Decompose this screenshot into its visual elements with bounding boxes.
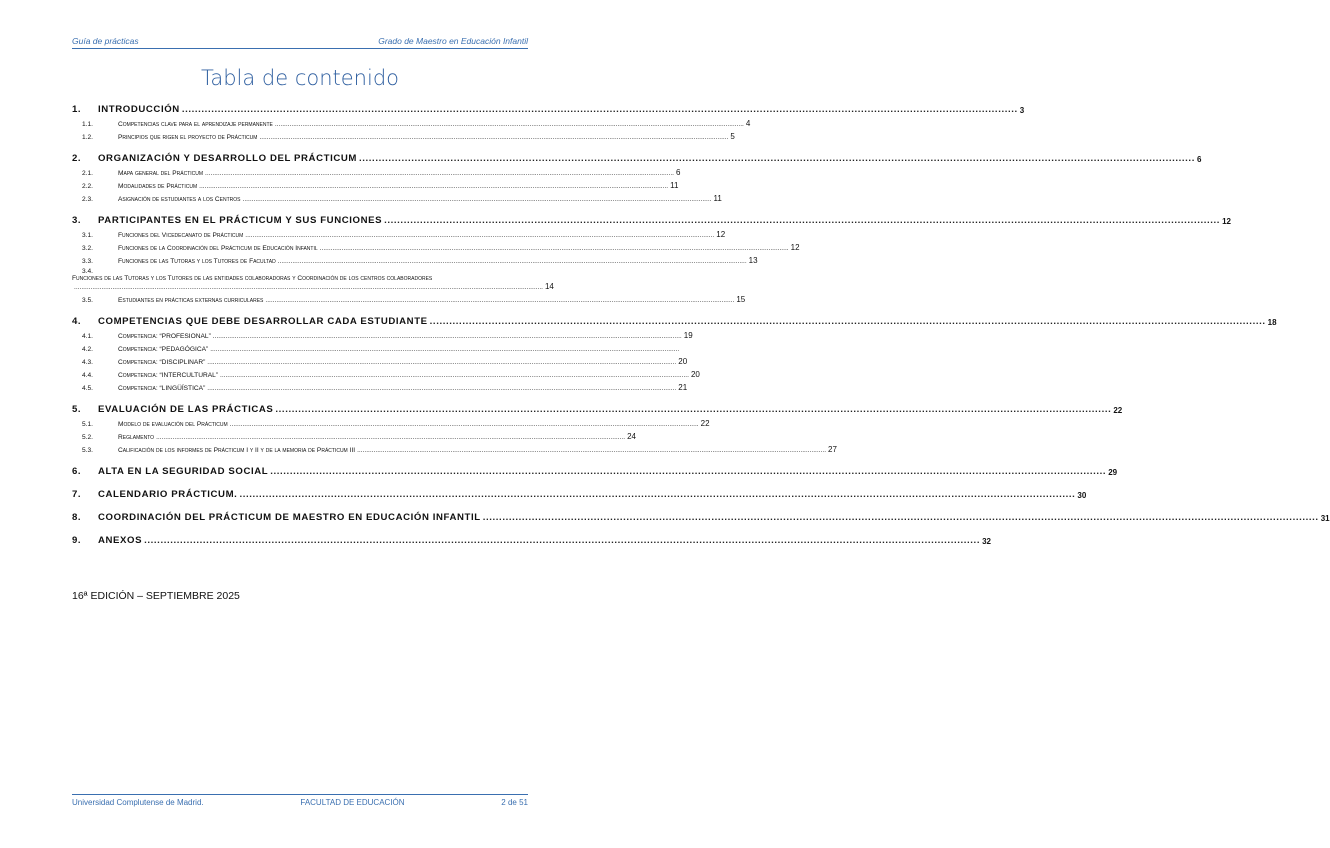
toc-entry-page: 30	[1077, 491, 1087, 500]
toc-entry-title: PARTICIPANTES EN EL PRÁCTICUM Y SUS FUNCIONES	[98, 215, 383, 226]
toc-subsection-link[interactable]	[72, 327, 693, 340]
toc-entry-title: CALENDARIO PRÁCTICUM.	[98, 489, 238, 500]
toc-section-link[interactable]	[72, 481, 1087, 500]
footer-page-number: 2 de 51	[501, 798, 528, 807]
toc-entry-page: 31	[1320, 514, 1330, 523]
toc-entry-page: 6	[1196, 155, 1202, 164]
toc-subsection-link[interactable]	[72, 265, 554, 291]
toc-section-link[interactable]	[72, 458, 1118, 477]
toc-dot-leader	[430, 316, 1266, 327]
toc-entry-page: 11	[713, 194, 722, 203]
toc-entry-title: Asignación de estudiantes a los Centros	[118, 196, 241, 203]
toc-entry-number: 3.4.	[82, 268, 93, 275]
toc-dot-leader	[278, 258, 747, 265]
toc-entry-title: Funciones de las Tutoras y los Tutores de las entidades colaboradoras y Coordinación de los centros colaboradores	[72, 275, 433, 282]
toc-entry-number: 3.5.	[82, 297, 93, 304]
toc-entry-page: 27	[828, 445, 837, 454]
toc-entry-title: Modelo de evaluación del Prácticum	[118, 421, 228, 428]
toc-dot-leader	[239, 489, 1075, 500]
toc-dot-leader	[207, 359, 676, 366]
toc-section-link[interactable]	[72, 504, 1330, 523]
toc-subsection-link[interactable]	[72, 128, 735, 141]
toc-entry-number: 3.1.	[82, 232, 93, 239]
table-of-contents	[72, 96, 1330, 546]
toc-section-link[interactable]	[72, 207, 1231, 226]
toc-section-link[interactable]	[72, 308, 1277, 327]
toc-entry-number: 2.	[72, 153, 82, 164]
toc-entry-page: 4	[745, 119, 751, 128]
toc-dot-leader	[156, 434, 625, 441]
toc-entry-title: Reglamento	[118, 434, 155, 441]
toc-entry-title: ALTA EN LA SEGURIDAD SOCIAL	[98, 466, 269, 477]
toc-dot-leader	[144, 535, 980, 546]
toc-entry-page: 32	[982, 537, 991, 546]
toc-entry-number: 1.1.	[82, 121, 93, 128]
toc-entry-page: 12	[716, 230, 726, 239]
toc-subsection-link[interactable]	[72, 428, 636, 441]
toc-entry-title: Estudiantes en prácticas externas curriculares	[118, 297, 264, 304]
toc-dot-leader	[230, 421, 699, 428]
footer-university: Universidad Complutense de Madrid.	[72, 798, 204, 807]
toc-entry-title: Funciones de la Coordinación del Prácticum de Educación Infantil	[118, 245, 318, 252]
toc-subsection-link[interactable]	[72, 177, 679, 190]
toc-entry-title: Competencia: “INTERCULTURAL”	[118, 372, 218, 379]
toc-entry-title: Funciones del Vicedecanato de Prácticum	[118, 232, 244, 239]
toc-entry-page: 20	[690, 370, 700, 379]
toc-subsection-link[interactable]	[72, 226, 726, 239]
toc-entry-number: 6.	[72, 466, 82, 477]
toc-entry-number: 5.1.	[82, 421, 93, 428]
toc-entry-title: COORDINACIÓN DEL PRÁCTICUM DE MAESTRO EN EDUCACIÓN INFANTIL	[98, 512, 481, 523]
toc-entry-page: 24	[627, 432, 636, 441]
toc-entry-number: 8.	[72, 512, 82, 523]
toc-entry-number: 4.	[72, 316, 82, 327]
toc-entry-number: 4.1.	[82, 333, 93, 340]
toc-entry-title: Competencia: “DISCIPLINAR”	[118, 359, 206, 366]
toc-entry-number: 5.3.	[82, 447, 93, 454]
toc-dot-leader	[320, 245, 789, 252]
toc-dot-leader	[74, 284, 543, 291]
toc-entry-page: 22	[700, 419, 710, 428]
toc-subsection-link[interactable]	[72, 366, 700, 379]
toc-entry-number: 1.2.	[82, 134, 93, 141]
toc-entry-page: 29	[1108, 468, 1118, 477]
toc-dot-leader	[270, 466, 1106, 477]
toc-entry-page: 20	[678, 357, 688, 366]
toc-section-link[interactable]	[72, 527, 991, 546]
toc-dot-leader	[210, 346, 679, 353]
toc-entry-number: 4.2.	[82, 346, 93, 353]
toc-dot-leader	[359, 153, 1195, 164]
toc-entry-number: 3.2.	[82, 245, 93, 252]
toc-subsection-link[interactable]	[72, 353, 688, 366]
toc-subsection-link[interactable]	[72, 190, 722, 203]
toc-dot-leader	[483, 512, 1319, 523]
toc-entry-title: Mapa general del Prácticum	[118, 170, 204, 177]
toc-entry-title: INTRODUCCIÓN	[98, 104, 180, 115]
toc-subsection-link[interactable]	[72, 164, 681, 177]
toc-entry-title: COMPETENCIAS QUE DEBE DESARROLLAR CADA ESTUDIANTE	[98, 316, 428, 327]
toc-dot-leader	[182, 104, 1018, 115]
toc-entry-number: 5.	[72, 404, 82, 415]
toc-entry-number: 3.3.	[82, 258, 93, 265]
toc-dot-leader	[199, 183, 668, 190]
toc-entry-title: Funciones de las Tutoras y los Tutores de Facultad	[118, 258, 276, 265]
toc-entry-title: Modalidades de Prácticum	[118, 183, 198, 190]
toc-entry-number: 9.	[72, 535, 82, 546]
toc-entry-page: 19	[683, 331, 693, 340]
toc-entry-title: Competencias clave para el aprendizaje permanente	[118, 121, 273, 128]
toc-heading: Tabla de contenido	[200, 66, 400, 90]
toc-entry-title: Competencia: “PROFESIONAL”	[118, 333, 211, 340]
toc-entry-title: Principios que rigen el proyecto de Prácticum	[118, 134, 258, 141]
toc-section-link[interactable]	[72, 96, 1025, 115]
toc-entry-page: 14	[544, 282, 554, 291]
toc-subsection-link[interactable]	[72, 415, 710, 428]
toc-entry-title: EVALUACIÓN DE LAS PRÁCTICAS	[98, 404, 274, 415]
toc-entry-page: 3	[1019, 106, 1025, 115]
toc-entry-title: Competencia: “PEDAGÓGICA”	[118, 346, 209, 353]
toc-section-link[interactable]	[72, 396, 1123, 415]
toc-entry-title: Calificación de los informes de Prácticum I y II y de la memoria de Prácticum III	[118, 447, 356, 454]
toc-subsection-link[interactable]	[72, 441, 837, 454]
toc-entry-page: 15	[736, 295, 746, 304]
toc-dot-leader	[243, 196, 712, 203]
toc-subsection-link[interactable]	[72, 379, 688, 392]
toc-entry-number: 4.3.	[82, 359, 93, 366]
toc-entry-page: 22	[1113, 406, 1123, 415]
toc-dot-leader	[213, 333, 682, 340]
page-footer	[72, 794, 528, 807]
toc-entry-page: 13	[748, 256, 758, 265]
toc-dot-leader	[259, 134, 728, 141]
toc-dot-leader	[220, 372, 689, 379]
toc-dot-leader	[207, 385, 676, 392]
toc-dot-leader	[357, 447, 826, 454]
toc-entry-number: 3.	[72, 215, 82, 226]
footer-faculty: FACULTAD DE EDUCACIÓN	[300, 798, 405, 807]
header-guide-title: Guía de prácticas	[72, 36, 139, 46]
toc-entry-number: 2.3.	[82, 196, 93, 203]
toc-dot-leader	[384, 215, 1220, 226]
toc-subsection-link[interactable]	[72, 340, 528, 353]
toc-entry-number: 4.5.	[82, 385, 93, 392]
toc-subsection-link[interactable]	[72, 115, 751, 128]
toc-subsection-link[interactable]	[72, 291, 746, 304]
toc-entry-page: 21	[678, 383, 688, 392]
toc-entry-title: ANEXOS	[98, 535, 143, 546]
toc-dot-leader	[275, 121, 744, 128]
toc-entry-title: Competencia: “LINGÜÍSTICA”	[118, 385, 206, 392]
toc-entry-page: 11	[670, 181, 679, 190]
toc-entry-page: 12	[1222, 217, 1231, 226]
toc-entry-title: ORGANIZACIÓN Y DESARROLLO DEL PRÁCTICUM	[98, 153, 357, 164]
toc-dot-leader	[275, 404, 1111, 415]
page-header	[72, 36, 528, 49]
toc-entry-number: 5.2.	[82, 434, 93, 441]
toc-entry-page: 6	[676, 168, 681, 177]
toc-entry-number: 2.1.	[82, 170, 93, 177]
header-degree-title: Grado de Maestro en Educación Infantil	[378, 36, 528, 46]
toc-entry-number: 2.2.	[82, 183, 93, 190]
toc-dot-leader	[245, 232, 714, 239]
toc-entry-number: 4.4.	[82, 372, 93, 379]
toc-entry-number: 1.	[72, 104, 82, 115]
toc-dot-leader	[265, 297, 734, 304]
toc-section-link[interactable]	[72, 145, 1202, 164]
toc-dot-leader	[205, 170, 674, 177]
toc-subsection-link[interactable]	[72, 239, 800, 252]
toc-entry-page: 5	[730, 132, 735, 141]
toc-entry-page: 18	[1267, 318, 1277, 327]
toc-entry-number: 7.	[72, 489, 82, 500]
toc-subsection-link[interactable]	[72, 252, 758, 265]
toc-entry-page: 12	[790, 243, 800, 252]
edition-line: 16ª EDICIÓN – SEPTIEMBRE 2025	[72, 590, 240, 602]
